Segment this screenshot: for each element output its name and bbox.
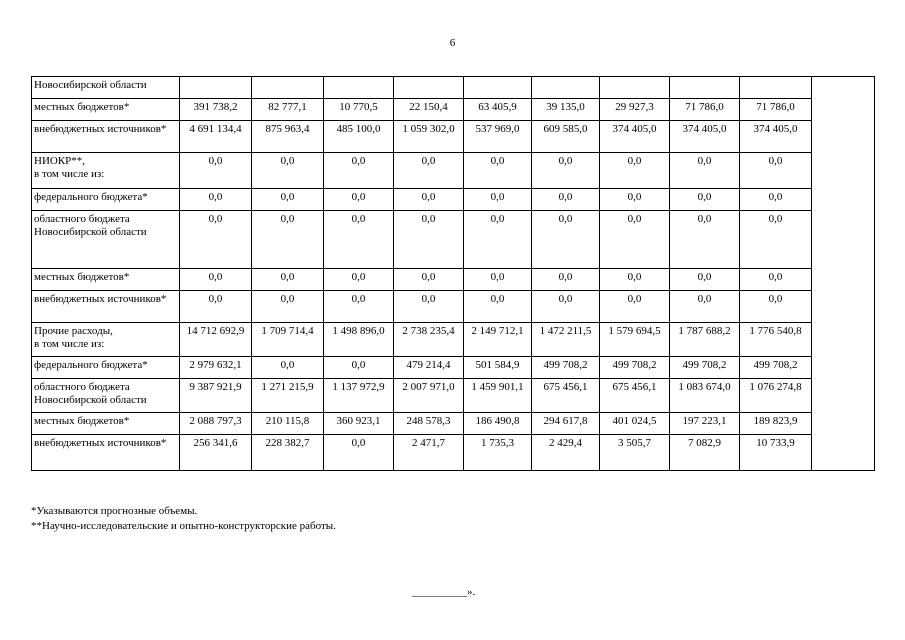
value-cell xyxy=(180,77,252,99)
blank-cell xyxy=(812,211,875,269)
value-cell: 1 709 714,4 xyxy=(252,323,324,357)
value-cell: 228 382,7 xyxy=(252,435,324,471)
value-cell xyxy=(464,77,532,99)
row-label: НИОКР**, в том числе из: xyxy=(32,153,180,189)
table-row xyxy=(32,153,875,189)
value-cell: 0,0 xyxy=(464,189,532,211)
footnote: *Указываются прогнозные объемы. xyxy=(31,505,198,517)
value-cell xyxy=(600,77,670,99)
value-cell: 0,0 xyxy=(740,269,812,291)
value-cell: 210 115,8 xyxy=(252,413,324,435)
value-cell: 499 708,2 xyxy=(532,357,600,379)
value-cell: 0,0 xyxy=(532,189,600,211)
value-cell: 0,0 xyxy=(324,269,394,291)
value-cell: 0,0 xyxy=(670,269,740,291)
table-row xyxy=(32,211,875,269)
blank-cell xyxy=(812,379,875,413)
value-cell: 0,0 xyxy=(394,269,464,291)
value-cell: 0,0 xyxy=(252,211,324,269)
value-cell: 0,0 xyxy=(464,269,532,291)
value-cell: 0,0 xyxy=(324,211,394,269)
value-cell: 2 149 712,1 xyxy=(464,323,532,357)
value-cell xyxy=(532,77,600,99)
value-cell: 479 214,4 xyxy=(394,357,464,379)
value-cell: 0,0 xyxy=(600,211,670,269)
value-cell: 1 776 540,8 xyxy=(740,323,812,357)
value-cell: 3 505,7 xyxy=(600,435,670,471)
table-row xyxy=(32,291,875,323)
value-cell: 499 708,2 xyxy=(600,357,670,379)
blank-cell xyxy=(812,121,875,153)
row-label: внебюджетных источников* xyxy=(32,291,180,323)
value-cell: 374 405,0 xyxy=(740,121,812,153)
value-cell: 0,0 xyxy=(180,211,252,269)
value-cell: 71 786,0 xyxy=(670,99,740,121)
value-cell: 1 787 688,2 xyxy=(670,323,740,357)
row-label: федерального бюджета* xyxy=(32,189,180,211)
value-cell: 875 963,4 xyxy=(252,121,324,153)
value-cell: 0,0 xyxy=(464,211,532,269)
value-cell: 0,0 xyxy=(670,291,740,323)
value-cell: 10 770,5 xyxy=(324,99,394,121)
page-number: 6 xyxy=(449,37,456,49)
value-cell: 1 498 896,0 xyxy=(324,323,394,357)
value-cell: 1 271 215,9 xyxy=(252,379,324,413)
blank-cell xyxy=(812,189,875,211)
value-cell: 675 456,1 xyxy=(532,379,600,413)
table-row xyxy=(32,77,875,99)
value-cell xyxy=(740,77,812,99)
value-cell: 0,0 xyxy=(394,211,464,269)
footnote: **Научно-исследовательские и опытно-конструкторские работы. xyxy=(31,520,336,532)
value-cell: 248 578,3 xyxy=(394,413,464,435)
value-cell: 0,0 xyxy=(394,291,464,323)
value-cell: 0,0 xyxy=(252,153,324,189)
blank-cell xyxy=(812,357,875,379)
row-label: областного бюджета Новосибирской области xyxy=(32,379,180,413)
value-cell: 0,0 xyxy=(324,189,394,211)
value-cell: 485 100,0 xyxy=(324,121,394,153)
value-cell: 0,0 xyxy=(532,291,600,323)
value-cell: 0,0 xyxy=(464,153,532,189)
value-cell: 499 708,2 xyxy=(740,357,812,379)
value-cell: 0,0 xyxy=(324,357,394,379)
blank-cell xyxy=(812,323,875,357)
blank-cell xyxy=(812,291,875,323)
table-row xyxy=(32,435,875,471)
blank-cell xyxy=(812,153,875,189)
value-cell: 0,0 xyxy=(670,153,740,189)
value-cell: 0,0 xyxy=(600,189,670,211)
value-cell: 10 733,9 xyxy=(740,435,812,471)
table-row xyxy=(32,121,875,153)
value-cell: 0,0 xyxy=(600,269,670,291)
value-cell: 0,0 xyxy=(740,211,812,269)
value-cell: 29 927,3 xyxy=(600,99,670,121)
value-cell: 0,0 xyxy=(324,291,394,323)
value-cell: 374 405,0 xyxy=(600,121,670,153)
value-cell: 360 923,1 xyxy=(324,413,394,435)
value-cell: 189 823,9 xyxy=(740,413,812,435)
value-cell: 675 456,1 xyxy=(600,379,670,413)
value-cell: 0,0 xyxy=(252,357,324,379)
value-cell: 0,0 xyxy=(180,269,252,291)
value-cell: 0,0 xyxy=(324,153,394,189)
value-cell: 2 088 797,3 xyxy=(180,413,252,435)
footnotes xyxy=(31,504,336,534)
value-cell: 9 387 921,9 xyxy=(180,379,252,413)
value-cell: 0,0 xyxy=(252,269,324,291)
value-cell: 1 137 972,9 xyxy=(324,379,394,413)
row-label: внебюджетных источников* xyxy=(32,435,180,471)
value-cell: 2 429,4 xyxy=(532,435,600,471)
blank-cell xyxy=(812,77,875,99)
value-cell: 71 786,0 xyxy=(740,99,812,121)
table-row xyxy=(32,379,875,413)
value-cell: 82 777,1 xyxy=(252,99,324,121)
value-cell xyxy=(324,77,394,99)
blank-cell xyxy=(812,413,875,435)
table-row xyxy=(32,357,875,379)
value-cell: 0,0 xyxy=(180,153,252,189)
value-cell: 256 341,6 xyxy=(180,435,252,471)
row-label: областного бюджета Новосибирской области xyxy=(32,211,180,269)
row-label: федерального бюджета* xyxy=(32,357,180,379)
value-cell: 1 735,3 xyxy=(464,435,532,471)
value-cell: 63 405,9 xyxy=(464,99,532,121)
row-label: местных бюджетов* xyxy=(32,99,180,121)
value-cell: 294 617,8 xyxy=(532,413,600,435)
value-cell: 0,0 xyxy=(532,153,600,189)
value-cell: 1 579 694,5 xyxy=(600,323,670,357)
value-cell: 0,0 xyxy=(740,189,812,211)
value-cell: 401 024,5 xyxy=(600,413,670,435)
value-cell: 537 969,0 xyxy=(464,121,532,153)
value-cell: 499 708,2 xyxy=(670,357,740,379)
value-cell: 0,0 xyxy=(670,189,740,211)
table-body xyxy=(32,77,875,471)
row-label: Новосибирской области xyxy=(32,77,180,99)
row-label: внебюджетных источников* xyxy=(32,121,180,153)
table-row xyxy=(32,99,875,121)
value-cell: 391 738,2 xyxy=(180,99,252,121)
value-cell xyxy=(670,77,740,99)
value-cell: 0,0 xyxy=(600,291,670,323)
value-cell: 0,0 xyxy=(180,189,252,211)
value-cell: 0,0 xyxy=(532,269,600,291)
value-cell: 186 490,8 xyxy=(464,413,532,435)
value-cell: 501 584,9 xyxy=(464,357,532,379)
blank-cell xyxy=(812,99,875,121)
blank-cell xyxy=(812,269,875,291)
value-cell: 4 691 134,4 xyxy=(180,121,252,153)
value-cell: 1 076 274,8 xyxy=(740,379,812,413)
value-cell: 1 059 302,0 xyxy=(394,121,464,153)
value-cell: 2 738 235,4 xyxy=(394,323,464,357)
value-cell: 0,0 xyxy=(600,153,670,189)
value-cell: 0,0 xyxy=(324,435,394,471)
value-cell: 0,0 xyxy=(532,211,600,269)
value-cell: 197 223,1 xyxy=(670,413,740,435)
row-label: Прочие расходы, в том числе из: xyxy=(32,323,180,357)
value-cell: 0,0 xyxy=(670,211,740,269)
value-cell: 609 585,0 xyxy=(532,121,600,153)
value-cell: 0,0 xyxy=(252,291,324,323)
value-cell: 7 082,9 xyxy=(670,435,740,471)
table-row xyxy=(32,269,875,291)
value-cell: 0,0 xyxy=(740,153,812,189)
budget-table xyxy=(31,76,875,471)
table-row xyxy=(32,189,875,211)
value-cell: 2 007 971,0 xyxy=(394,379,464,413)
value-cell: 374 405,0 xyxy=(670,121,740,153)
value-cell: 0,0 xyxy=(740,291,812,323)
table-row xyxy=(32,323,875,357)
value-cell: 39 135,0 xyxy=(532,99,600,121)
value-cell xyxy=(394,77,464,99)
value-cell: 14 712 692,9 xyxy=(180,323,252,357)
value-cell: 2 979 632,1 xyxy=(180,357,252,379)
value-cell: 0,0 xyxy=(464,291,532,323)
value-cell: 1 083 674,0 xyxy=(670,379,740,413)
value-cell: 22 150,4 xyxy=(394,99,464,121)
value-cell: 2 471,7 xyxy=(394,435,464,471)
value-cell xyxy=(252,77,324,99)
value-cell: 0,0 xyxy=(180,291,252,323)
value-cell: 0,0 xyxy=(252,189,324,211)
blank-cell xyxy=(812,435,875,471)
value-cell: 1 472 211,5 xyxy=(532,323,600,357)
row-label: местных бюджетов* xyxy=(32,269,180,291)
value-cell: 0,0 xyxy=(394,153,464,189)
table-row xyxy=(32,413,875,435)
row-label: местных бюджетов* xyxy=(32,413,180,435)
value-cell: 0,0 xyxy=(394,189,464,211)
closing-mark: __________». xyxy=(412,586,476,598)
value-cell: 1 459 901,1 xyxy=(464,379,532,413)
